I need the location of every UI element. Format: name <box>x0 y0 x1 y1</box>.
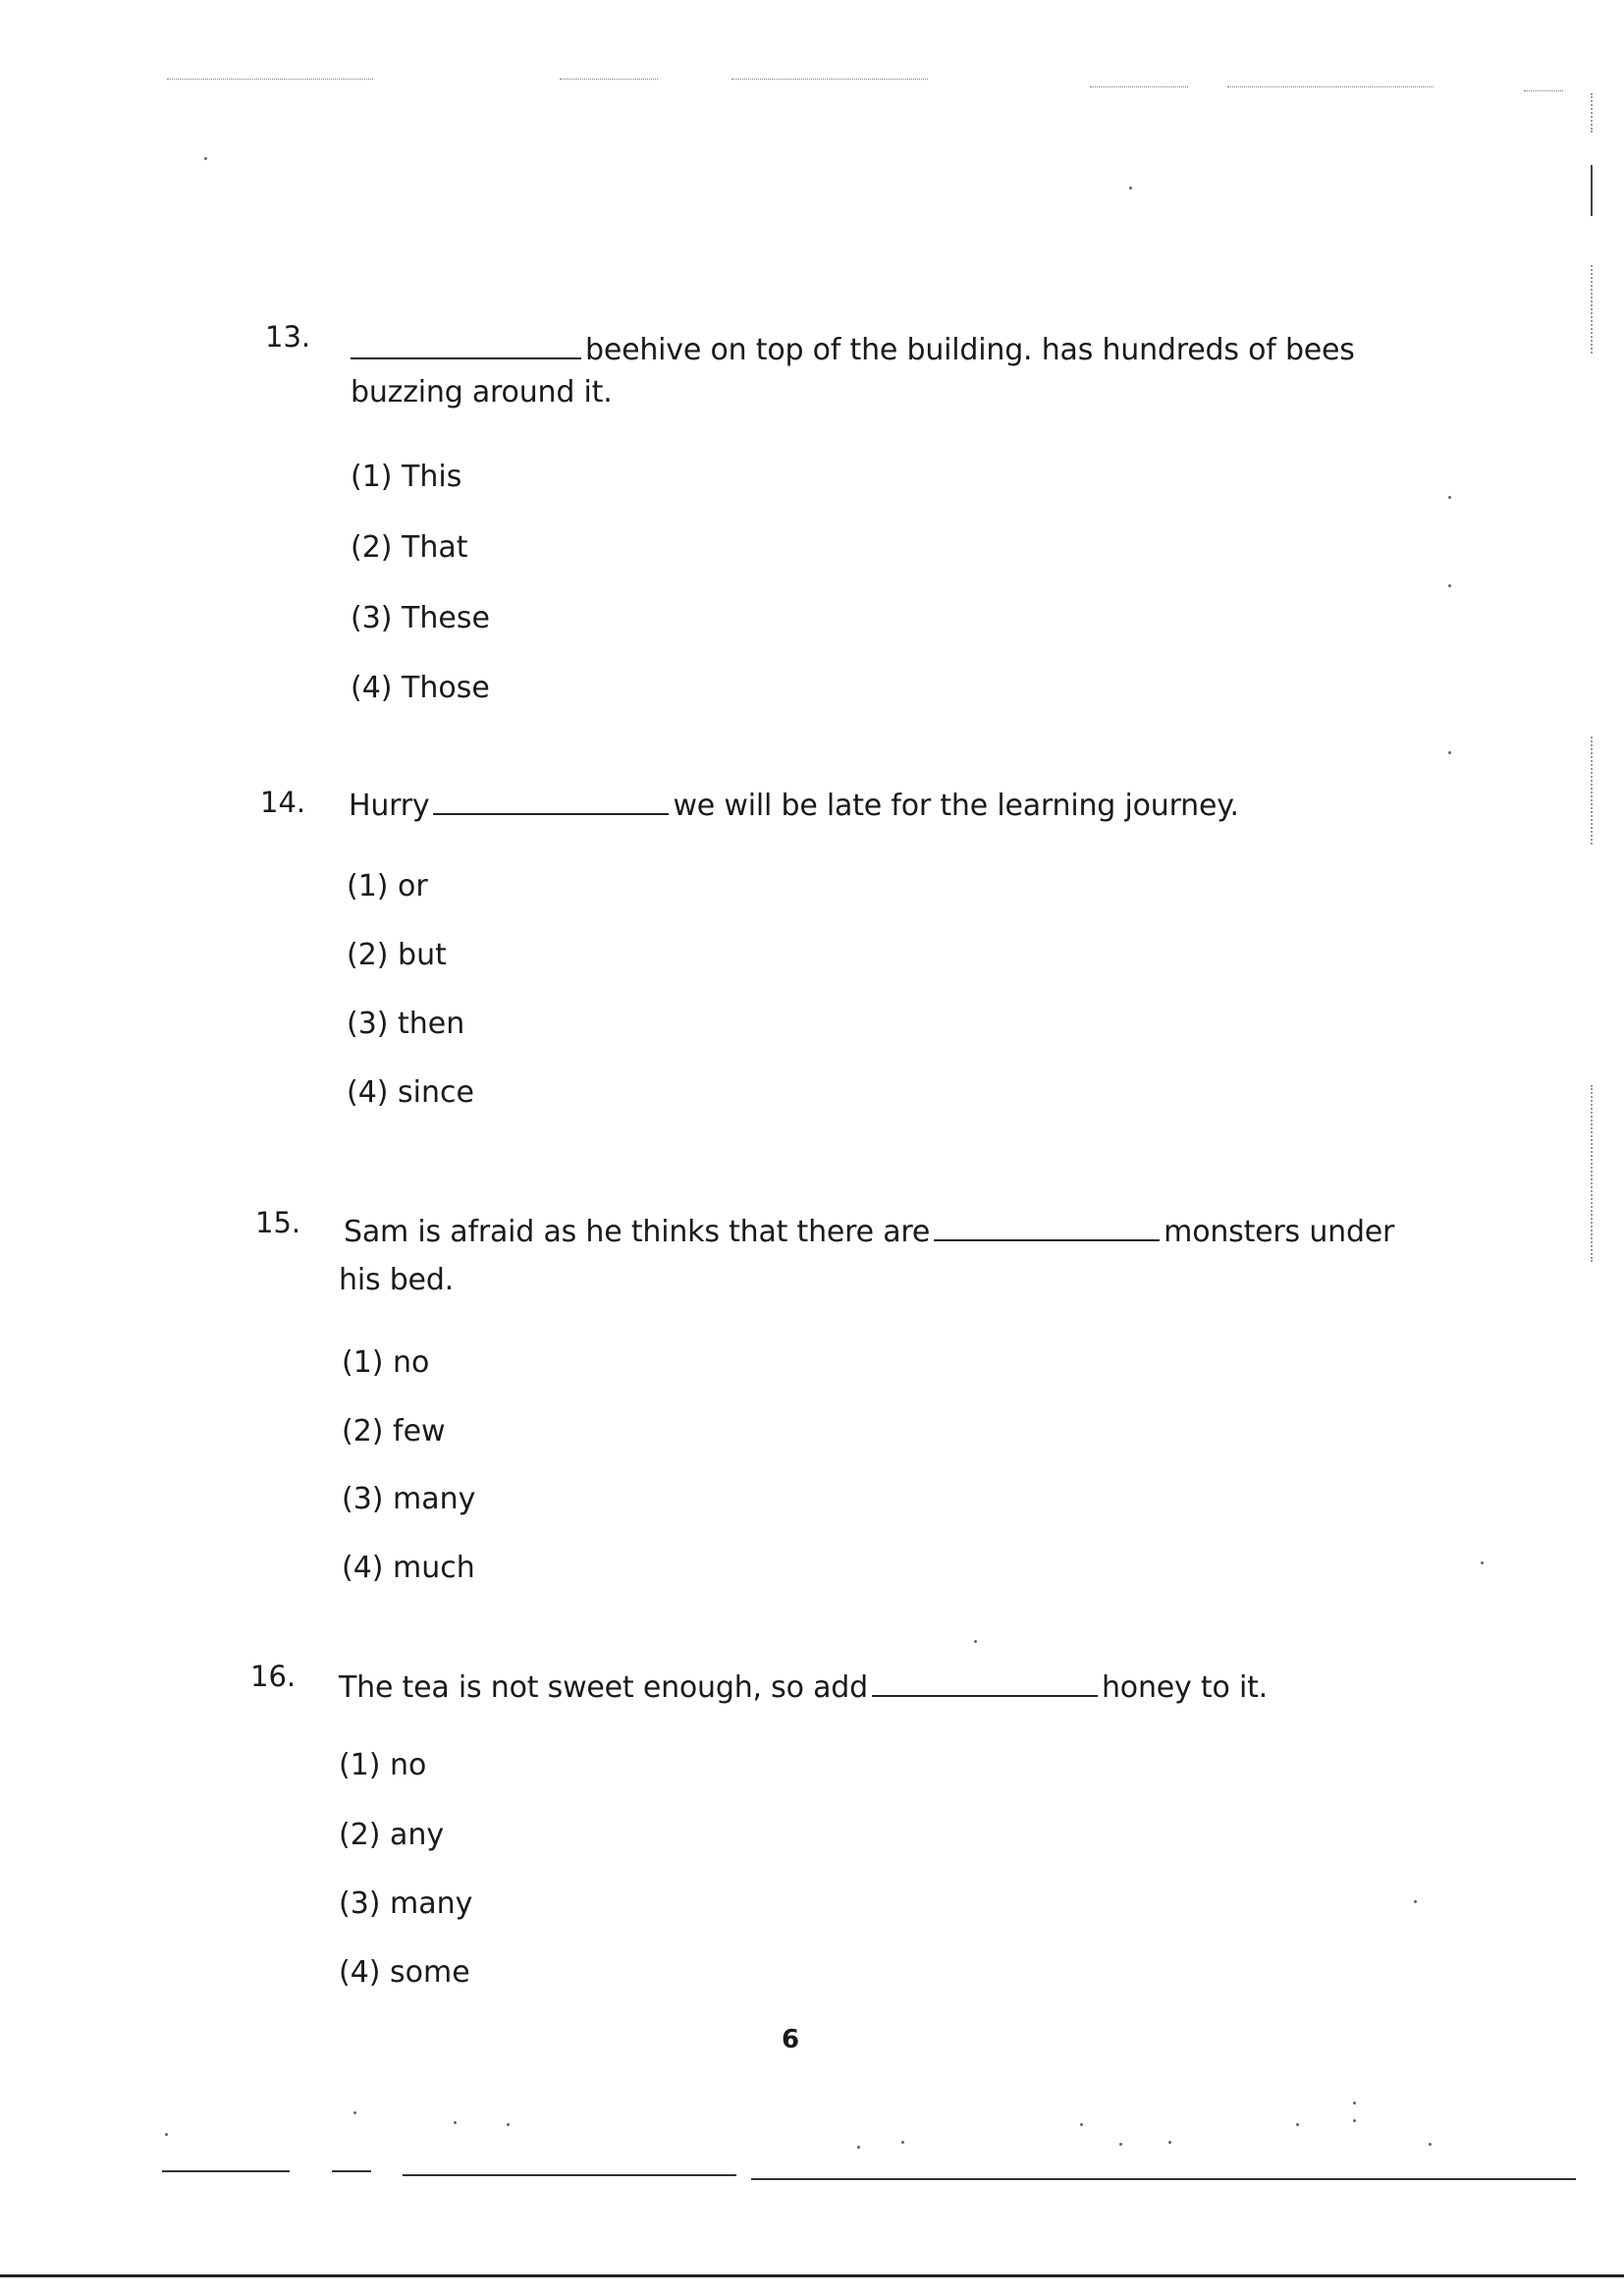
question-number: 13. <box>265 320 311 354</box>
stem-text: honey to it. <box>1101 1670 1269 1705</box>
option-3[interactable]: (3) many <box>342 1482 476 1516</box>
scan-artifact-dot <box>204 157 207 160</box>
option-1[interactable]: (1) no <box>339 1748 427 1782</box>
question-number: 14. <box>260 786 306 819</box>
option-4[interactable]: (4) some <box>339 1955 470 1990</box>
scan-artifact-dot <box>974 1640 977 1643</box>
scan-artifact-top-dots <box>1090 86 1188 87</box>
option-2[interactable]: (2) but <box>347 938 447 972</box>
stem-text: Sam is afraid as he thinks that there are <box>344 1215 931 1249</box>
scan-artifact-top-dots <box>167 79 373 80</box>
scan-artifact-right-edge <box>1591 265 1593 354</box>
scan-artifact-dot <box>1080 2123 1083 2126</box>
answer-blank[interactable] <box>351 332 581 359</box>
scan-artifact-dot <box>454 2121 457 2124</box>
scan-artifact-dot <box>165 2133 168 2136</box>
scan-artifact-bottom-line <box>162 2170 290 2172</box>
question-stem <box>344 1214 1394 1249</box>
scan-artifact-dot <box>1448 584 1451 587</box>
stem-text: monsters under <box>1164 1215 1395 1249</box>
scan-artifact-bottom-line <box>403 2174 736 2176</box>
question-number: 16. <box>250 1660 297 1693</box>
scan-artifact-right-edge <box>1591 737 1593 845</box>
question-stem-continued: his bed. <box>339 1263 454 1297</box>
scan-artifact-dot <box>353 2111 356 2114</box>
option-4[interactable]: (4) much <box>342 1551 475 1585</box>
option-2[interactable]: (2) That <box>351 530 468 565</box>
question-stem <box>339 1669 1268 1705</box>
option-3[interactable]: (3) then <box>347 1007 465 1041</box>
scan-artifact-dot <box>1481 1561 1484 1564</box>
scan-artifact-top-dots <box>731 79 928 80</box>
page-number: 6 <box>782 2025 800 2054</box>
option-4[interactable]: (4) since <box>347 1075 474 1110</box>
scan-artifact-dot <box>507 2123 510 2126</box>
scan-artifact-dot <box>857 2146 860 2149</box>
answer-blank[interactable] <box>934 1214 1160 1241</box>
scan-artifact-dot <box>1119 2143 1122 2146</box>
question-number: 15. <box>255 1206 301 1239</box>
option-1[interactable]: (1) or <box>347 869 428 903</box>
option-1[interactable]: (1) no <box>342 1345 430 1380</box>
scan-artifact-top-dots <box>1227 86 1434 87</box>
scan-artifact-dot <box>1296 2123 1299 2126</box>
answer-blank[interactable] <box>433 788 669 815</box>
scan-artifact-dot <box>1448 496 1451 499</box>
stem-text: Hurry <box>349 789 430 823</box>
scan-artifact-dot <box>1448 751 1451 754</box>
question-stem-continued: buzzing around it. <box>351 375 613 410</box>
answer-blank[interactable] <box>872 1669 1098 1697</box>
scan-artifact-top-dots <box>560 79 658 80</box>
scan-artifact-dot <box>1168 2141 1171 2144</box>
scan-artifact-dot <box>1414 1900 1417 1903</box>
stem-text: beehive on top of the building. has hundreds of bees <box>585 333 1355 367</box>
option-3[interactable]: (3) many <box>339 1886 473 1921</box>
scan-artifact-page-edge <box>0 2274 1624 2277</box>
option-1[interactable]: (1) This <box>351 460 462 494</box>
question-stem <box>351 332 1355 367</box>
scan-artifact-dot <box>901 2141 904 2144</box>
scan-artifact-right-edge <box>1591 1085 1593 1262</box>
scan-artifact-right-edge <box>1591 93 1593 133</box>
scan-artifact-right-edge <box>1591 165 1593 216</box>
scan-artifact-dot <box>1353 2102 1356 2105</box>
option-3[interactable]: (3) These <box>351 601 490 635</box>
stem-text: we will be late for the learning journey. <box>673 789 1239 823</box>
scan-artifact-bottom-line <box>332 2170 371 2172</box>
scan-artifact-top-dots <box>1524 90 1563 91</box>
option-2[interactable]: (2) any <box>339 1818 445 1852</box>
option-2[interactable]: (2) few <box>342 1414 446 1449</box>
option-4[interactable]: (4) Those <box>351 671 490 705</box>
scan-artifact-dot <box>1353 2119 1356 2122</box>
question-stem <box>349 788 1239 823</box>
scan-artifact-bottom-line <box>751 2178 1576 2180</box>
stem-text: The tea is not sweet enough, so add <box>339 1670 868 1705</box>
scan-artifact-dot <box>1429 2143 1432 2146</box>
scan-artifact-dot <box>1129 187 1132 190</box>
